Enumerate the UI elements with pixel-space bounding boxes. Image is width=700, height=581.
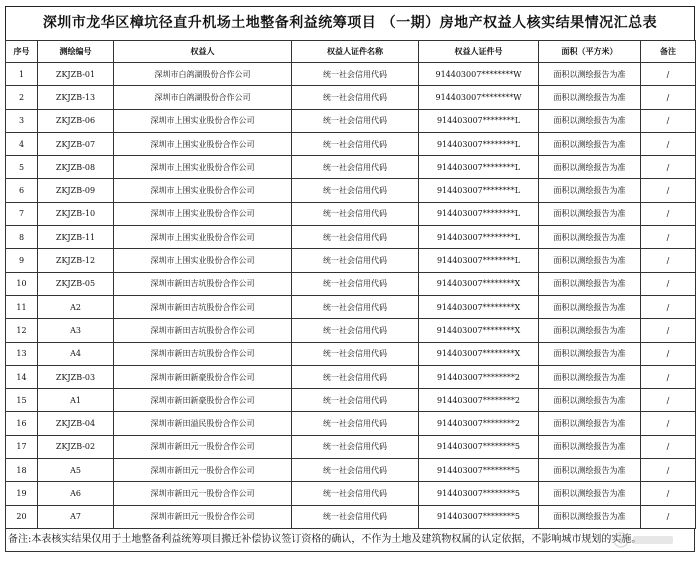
cell-owner: 深圳市新田元一股份合作公司 (114, 459, 292, 482)
cell-id-type: 统一社会信用代码 (292, 132, 419, 155)
cell-id-type: 统一社会信用代码 (292, 435, 419, 458)
document-title: 深圳市龙华区樟坑径直升机场土地整备利益统筹项目 （一期）房地产权益人核实结果情况汇总表 (5, 6, 695, 40)
cell-owner: 深圳市新田元一股份合作公司 (114, 482, 292, 505)
table-row (6, 63, 696, 86)
cell-survey-code: ZKJZB-13 (38, 86, 114, 109)
cell-index: 13 (6, 342, 38, 365)
footnote: 备注:本表核实结果仅用于土地整备利益统筹项目搬迁补偿协议签订资格的确认，不作为土地及建筑物权属的认定依据，不影响城市规划的实施。 (5, 529, 695, 552)
cell-owner: 深圳市上围实业股份合作公司 (114, 132, 292, 155)
cell-survey-code: ZKJZB-09 (38, 179, 114, 202)
cell-owner: 深圳市白鸽湖股份合作公司 (114, 86, 292, 109)
cell-id-number: 914403007********W (419, 86, 539, 109)
cell-id-number: 914403007********5 (419, 459, 539, 482)
cell-owner: 深圳市上围实业股份合作公司 (114, 249, 292, 272)
cell-id-type: 统一社会信用代码 (292, 295, 419, 318)
table-row (6, 505, 696, 528)
cell-survey-code: A4 (38, 342, 114, 365)
cell-id-number: 914403007********5 (419, 482, 539, 505)
cell-index: 20 (6, 505, 38, 528)
table-row (6, 295, 696, 318)
cell-id-type: 统一社会信用代码 (292, 365, 419, 388)
cell-id-type: 统一社会信用代码 (292, 505, 419, 528)
cell-remark: / (641, 435, 696, 458)
cell-owner: 深圳市上围实业股份合作公司 (114, 109, 292, 132)
cell-index: 17 (6, 435, 38, 458)
cell-id-type: 统一社会信用代码 (292, 226, 419, 249)
cell-remark: / (641, 202, 696, 225)
cell-survey-code: ZKJZB-05 (38, 272, 114, 295)
table-row (6, 109, 696, 132)
cell-survey-code: ZKJZB-10 (38, 202, 114, 225)
cell-area: 面积以测绘报告为准 (539, 86, 641, 109)
cell-survey-code: ZKJZB-02 (38, 435, 114, 458)
table-row (6, 132, 696, 155)
cell-area: 面积以测绘报告为准 (539, 319, 641, 342)
cell-area: 面积以测绘报告为准 (539, 63, 641, 86)
cell-remark: / (641, 365, 696, 388)
cell-id-type: 统一社会信用代码 (292, 109, 419, 132)
document-page (5, 6, 695, 552)
cell-remark: / (641, 179, 696, 202)
cell-area: 面积以测绘报告为准 (539, 132, 641, 155)
cell-index: 12 (6, 319, 38, 342)
table-row (6, 482, 696, 505)
cell-id-type: 统一社会信用代码 (292, 389, 419, 412)
table-row (6, 86, 696, 109)
cell-id-number: 914403007********L (419, 132, 539, 155)
cell-area: 面积以测绘报告为准 (539, 272, 641, 295)
cell-area: 面积以测绘报告为准 (539, 226, 641, 249)
cell-id-number: 914403007********2 (419, 365, 539, 388)
column-header-id-type: 权益人证件名称 (292, 41, 419, 63)
cell-id-number: 914403007********X (419, 272, 539, 295)
cell-index: 14 (6, 365, 38, 388)
cell-id-number: 914403007********L (419, 109, 539, 132)
cell-survey-code: ZKJZB-01 (38, 63, 114, 86)
cell-id-number: 914403007********L (419, 179, 539, 202)
cell-area: 面积以测绘报告为准 (539, 342, 641, 365)
table-row (6, 389, 696, 412)
table-row (6, 156, 696, 179)
cell-survey-code: ZKJZB-08 (38, 156, 114, 179)
table-row (6, 202, 696, 225)
cell-id-type: 统一社会信用代码 (292, 179, 419, 202)
cell-remark: / (641, 156, 696, 179)
cell-id-type: 统一社会信用代码 (292, 249, 419, 272)
table-row (6, 412, 696, 435)
column-header-remark: 备注 (641, 41, 696, 63)
cell-owner: 深圳市白鸽湖股份合作公司 (114, 63, 292, 86)
watermark-logo (611, 530, 681, 550)
cell-id-number: 914403007********L (419, 202, 539, 225)
cell-id-type: 统一社会信用代码 (292, 156, 419, 179)
cell-area: 面积以测绘报告为准 (539, 505, 641, 528)
cell-survey-code: A7 (38, 505, 114, 528)
cell-area: 面积以测绘报告为准 (539, 295, 641, 318)
cell-remark: / (641, 319, 696, 342)
cell-owner: 深圳市新田吉坑股份合作公司 (114, 272, 292, 295)
cell-index: 8 (6, 226, 38, 249)
cell-remark: / (641, 249, 696, 272)
cell-area: 面积以测绘报告为准 (539, 482, 641, 505)
cell-index: 15 (6, 389, 38, 412)
cell-id-number: 914403007********L (419, 226, 539, 249)
cell-id-type: 统一社会信用代码 (292, 86, 419, 109)
cell-remark: / (641, 505, 696, 528)
column-header-area: 面积（平方米） (539, 41, 641, 63)
cell-survey-code: ZKJZB-07 (38, 132, 114, 155)
table-row (6, 249, 696, 272)
cell-area: 面积以测绘报告为准 (539, 156, 641, 179)
cell-index: 7 (6, 202, 38, 225)
cell-owner: 深圳市新田吉坑股份合作公司 (114, 319, 292, 342)
cell-index: 3 (6, 109, 38, 132)
table-row (6, 365, 696, 388)
column-header-owner: 权益人 (114, 41, 292, 63)
table-row (6, 272, 696, 295)
cell-id-number: 914403007********L (419, 156, 539, 179)
cell-survey-code: ZKJZB-11 (38, 226, 114, 249)
cell-remark: / (641, 132, 696, 155)
cell-remark: / (641, 86, 696, 109)
cell-owner: 深圳市新田元一股份合作公司 (114, 505, 292, 528)
cell-owner: 深圳市新田元一股份合作公司 (114, 435, 292, 458)
cell-survey-code: ZKJZB-04 (38, 412, 114, 435)
cell-id-type: 统一社会信用代码 (292, 272, 419, 295)
cell-area: 面积以测绘报告为准 (539, 109, 641, 132)
cell-index: 1 (6, 63, 38, 86)
cell-index: 11 (6, 295, 38, 318)
cell-id-number: 914403007********2 (419, 389, 539, 412)
cell-survey-code: A5 (38, 459, 114, 482)
cell-id-number: 914403007********X (419, 319, 539, 342)
cell-index: 10 (6, 272, 38, 295)
cell-survey-code: A2 (38, 295, 114, 318)
cell-id-type: 统一社会信用代码 (292, 202, 419, 225)
cell-remark: / (641, 109, 696, 132)
cell-id-type: 统一社会信用代码 (292, 342, 419, 365)
cell-index: 19 (6, 482, 38, 505)
cell-index: 9 (6, 249, 38, 272)
cell-remark: / (641, 482, 696, 505)
column-header-survey-code: 测绘编号 (38, 41, 114, 63)
table-body (6, 63, 696, 529)
cell-remark: / (641, 63, 696, 86)
cell-survey-code: A6 (38, 482, 114, 505)
cell-id-number: 914403007********X (419, 342, 539, 365)
cell-id-number: 914403007********2 (419, 412, 539, 435)
table-row (6, 226, 696, 249)
cell-index: 4 (6, 132, 38, 155)
cell-remark: / (641, 412, 696, 435)
cell-survey-code: ZKJZB-12 (38, 249, 114, 272)
cell-remark: / (641, 226, 696, 249)
cell-area: 面积以测绘报告为准 (539, 365, 641, 388)
cell-owner: 深圳市上围实业股份合作公司 (114, 156, 292, 179)
cell-area: 面积以测绘报告为准 (539, 412, 641, 435)
cell-id-type: 统一社会信用代码 (292, 63, 419, 86)
cell-remark: / (641, 295, 696, 318)
table-row (6, 459, 696, 482)
cell-owner: 深圳市上围实业股份合作公司 (114, 179, 292, 202)
cell-area: 面积以测绘报告为准 (539, 249, 641, 272)
cell-remark: / (641, 342, 696, 365)
cell-survey-code: ZKJZB-06 (38, 109, 114, 132)
cell-area: 面积以测绘报告为准 (539, 459, 641, 482)
cell-id-number: 914403007********5 (419, 435, 539, 458)
cell-index: 16 (6, 412, 38, 435)
table-row (6, 435, 696, 458)
cell-owner: 深圳市上围实业股份合作公司 (114, 202, 292, 225)
cell-id-type: 统一社会信用代码 (292, 459, 419, 482)
table-row (6, 179, 696, 202)
results-table (5, 40, 696, 529)
cell-survey-code: ZKJZB-03 (38, 365, 114, 388)
cell-id-number: 914403007********L (419, 249, 539, 272)
cell-survey-code: A3 (38, 319, 114, 342)
table-header-row (6, 41, 696, 63)
cell-owner: 深圳市上围实业股份合作公司 (114, 226, 292, 249)
cell-area: 面积以测绘报告为准 (539, 435, 641, 458)
cell-index: 6 (6, 179, 38, 202)
cell-area: 面积以测绘报告为准 (539, 179, 641, 202)
column-header-index: 序号 (6, 41, 38, 63)
cell-area: 面积以测绘报告为准 (539, 389, 641, 412)
table-row (6, 319, 696, 342)
cell-id-number: 914403007********X (419, 295, 539, 318)
cell-owner: 深圳市新田新豪股份合作公司 (114, 365, 292, 388)
cell-index: 2 (6, 86, 38, 109)
table-row (6, 342, 696, 365)
cell-id-number: 914403007********W (419, 63, 539, 86)
cell-remark: / (641, 389, 696, 412)
cell-owner: 深圳市新田溢民股份合作公司 (114, 412, 292, 435)
cell-index: 18 (6, 459, 38, 482)
cell-area: 面积以测绘报告为准 (539, 202, 641, 225)
cell-id-type: 统一社会信用代码 (292, 319, 419, 342)
cell-owner: 深圳市新田新豪股份合作公司 (114, 389, 292, 412)
cell-owner: 深圳市新田吉坑股份合作公司 (114, 342, 292, 365)
cell-index: 5 (6, 156, 38, 179)
cell-remark: / (641, 272, 696, 295)
cell-id-type: 统一社会信用代码 (292, 412, 419, 435)
cell-remark: / (641, 459, 696, 482)
cell-id-type: 统一社会信用代码 (292, 482, 419, 505)
cell-id-number: 914403007********5 (419, 505, 539, 528)
cell-owner: 深圳市新田吉坑股份合作公司 (114, 295, 292, 318)
cell-survey-code: A1 (38, 389, 114, 412)
column-header-id-number: 权益人证件号 (419, 41, 539, 63)
